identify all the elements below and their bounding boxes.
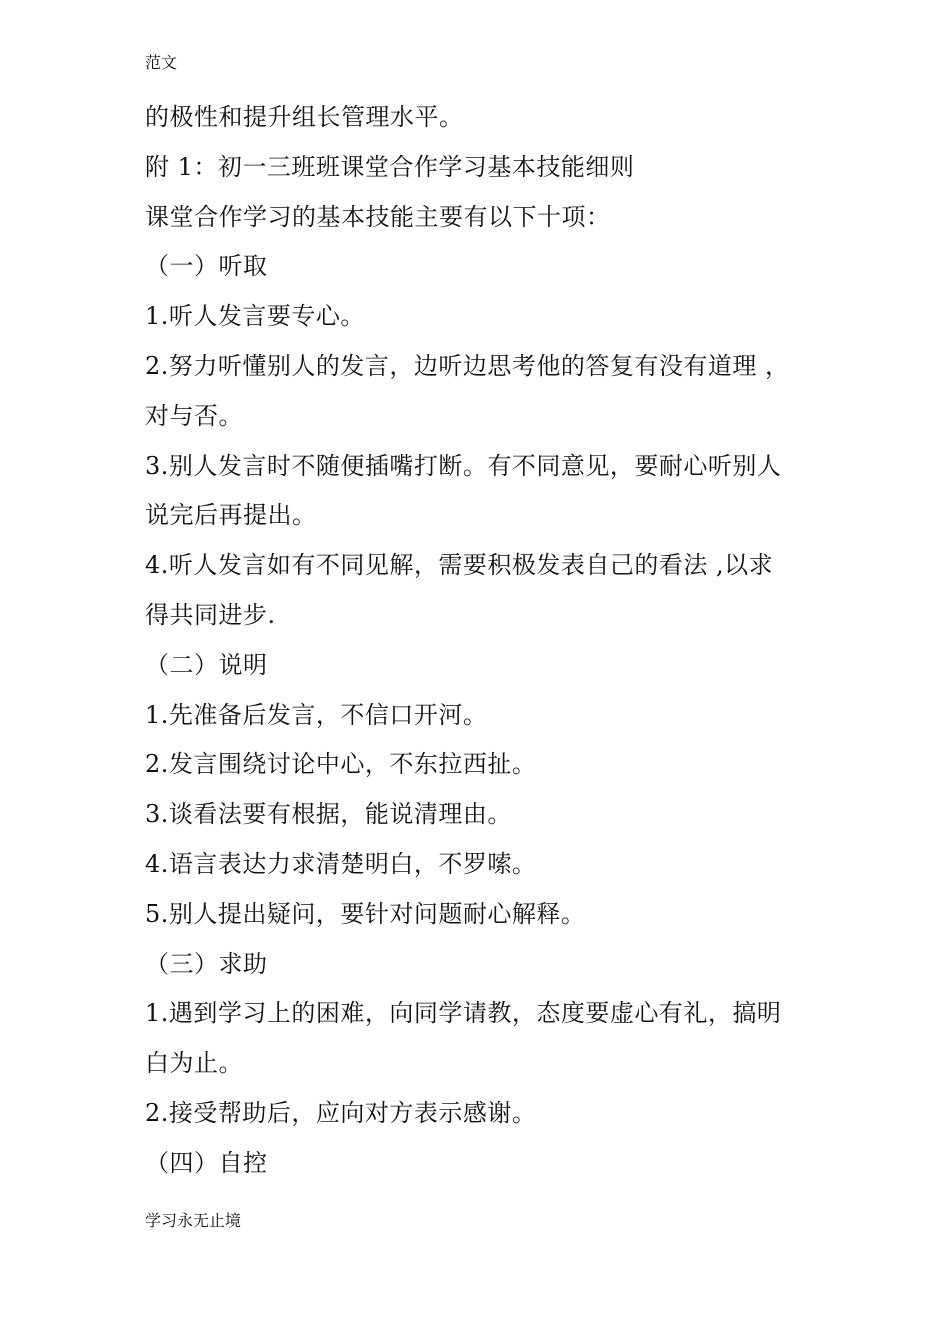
section-heading-explain: （二）说明: [145, 650, 268, 679]
list-item: 2.努力听懂别人的发言，边听边思考他的答复有没有道理 ，: [145, 351, 790, 380]
text-line: 的极性和提升组长管理水平。: [145, 103, 464, 131]
page-header: 范文: [145, 53, 178, 72]
list-item: 2.接受帮助后，应向对方表示感谢。: [145, 1098, 537, 1127]
list-item: 1.听人发言要专心。: [145, 302, 365, 331]
list-item-continuation: 得共同进步.: [145, 600, 276, 629]
list-item: 3.谈看法要有根据，能说清理由。: [145, 800, 512, 829]
list-item-continuation: 白为止。: [145, 1049, 243, 1078]
appendix-title: 附 1：初一三班班课堂合作学习基本技能细则: [145, 152, 635, 181]
text-line: 课堂合作学习的基本技能主要有以下十项：: [145, 202, 611, 231]
list-item: 1.遇到学习上的困难，向同学请教，态度要虚心有礼，搞明: [145, 999, 782, 1028]
section-heading-help: （三）求助: [145, 949, 268, 978]
document-body: [145, 93, 810, 1189]
list-item: 4.语言表达力求清楚明白，不罗嗦。: [145, 849, 537, 878]
list-item: 4.听人发言如有不同见解，需要积极发表自己的看法 ,以求: [145, 551, 774, 580]
list-item-continuation: 说完后再提出。: [145, 501, 317, 530]
list-item: 2.发言围绕讨论中心，不东拉西扯。: [145, 750, 537, 779]
list-item-continuation: 对与否。: [145, 401, 243, 430]
list-item: 5.别人提出疑问，要针对问题耐心解释。: [145, 899, 586, 928]
section-heading-self-control: （四）自控: [145, 1148, 268, 1177]
list-item: 3.别人发言时不随便插嘴打断。有不同意见，要耐心听别人: [145, 451, 782, 480]
section-heading-listen: （一）听取: [145, 252, 268, 281]
list-item: 1.先准备后发言，不信口开河。: [145, 700, 488, 729]
page-footer: 学习永无止境: [145, 1211, 242, 1230]
